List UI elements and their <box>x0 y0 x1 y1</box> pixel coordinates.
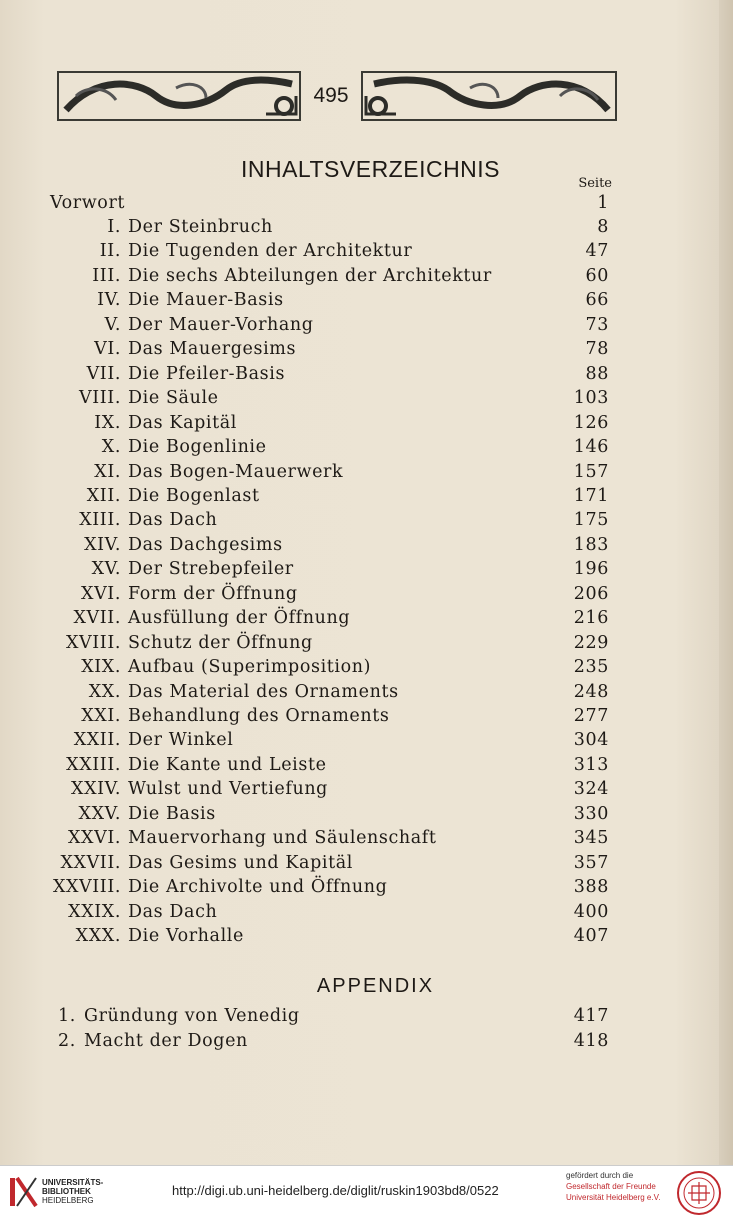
entry-title: Der Strebepfeiler <box>128 559 294 580</box>
library-name: UNIVERSITÄTS- BIBLIOTHEK HEIDELBERG <box>42 1178 104 1205</box>
entry-page: 175 <box>573 510 609 531</box>
toc-entry[interactable] <box>0 828 733 852</box>
entry-number: XVII. <box>73 608 121 629</box>
entry-title: Ausfüllung der Öffnung <box>128 608 351 629</box>
toc-entry[interactable] <box>0 926 733 950</box>
entry-number: XIII. <box>79 510 121 531</box>
entry-title: Die Basis <box>128 803 216 824</box>
toc-entry[interactable] <box>0 657 733 681</box>
entry-page: 126 <box>573 412 609 433</box>
university-library-logo-icon <box>8 1174 38 1210</box>
toc-entry[interactable] <box>0 804 733 828</box>
toc-entry[interactable] <box>0 510 733 534</box>
entry-number: XIX. <box>81 657 121 678</box>
entry-page: 229 <box>573 632 609 653</box>
entry-number: XXVIII. <box>52 877 121 898</box>
entry-title: Die sechs Abteilungen der Architektur <box>128 265 492 286</box>
entry-number: XVIII. <box>66 632 121 653</box>
toc-entry[interactable] <box>0 290 733 314</box>
entry-title: Vorwort <box>50 193 126 213</box>
entry-number: X. <box>101 437 121 458</box>
entry-title: Mauervorhang und Säulenschaft <box>128 828 437 849</box>
entry-number: XX. <box>88 681 121 702</box>
right-ornament-icon <box>360 66 618 126</box>
entry-page: 183 <box>573 534 609 555</box>
entry-title: Die Tugenden der Architektur <box>128 241 413 262</box>
toc-entry[interactable] <box>0 902 733 926</box>
entry-page: 357 <box>573 852 609 873</box>
entry-page: 235 <box>573 657 609 678</box>
toc-entry-vorwort[interactable] <box>0 193 733 217</box>
toc-entry[interactable] <box>0 217 733 241</box>
toc-entry[interactable] <box>0 535 733 559</box>
entry-title: Das Dachgesims <box>128 534 283 555</box>
permalink-url[interactable]: http://digi.ub.uni-heidelberg.de/diglit/ruskin1903bd8/0522 <box>172 1183 499 1198</box>
entry-number: I. <box>107 217 121 237</box>
entry-title: Gründung von Venedig <box>84 1006 300 1026</box>
entry-title: Die Kante und Leiste <box>128 754 327 775</box>
entry-page: 88 <box>585 363 609 384</box>
entry-title: Das Gesims und Kapitäl <box>128 852 353 873</box>
entry-page: 417 <box>573 1006 609 1026</box>
entry-number: XXII. <box>73 730 121 751</box>
toc-entry[interactable] <box>0 241 733 265</box>
entry-page: 157 <box>573 461 609 482</box>
entry-number: II. <box>99 241 121 262</box>
entry-page: 171 <box>573 485 609 506</box>
entry-number: VIII. <box>79 388 121 409</box>
page-number: 495 <box>313 84 349 107</box>
entry-page: 345 <box>573 828 609 849</box>
toc-entry[interactable] <box>0 413 733 437</box>
entry-title: Das Bogen-Mauerwerk <box>128 461 344 482</box>
entry-page: 47 <box>585 241 609 262</box>
entry-number: XXIV. <box>71 779 121 800</box>
entry-number: XIV. <box>84 534 121 555</box>
entry-page: 330 <box>573 803 609 824</box>
entry-number: 1. <box>58 1006 76 1026</box>
university-seal-icon <box>676 1170 722 1216</box>
toc-entry[interactable] <box>0 608 733 632</box>
entry-title: Form der Öffnung <box>128 583 298 604</box>
entry-page: 206 <box>573 583 609 604</box>
entry-title: Die Mauer-Basis <box>128 290 284 311</box>
entry-title: Schutz der Öffnung <box>128 632 313 653</box>
toc-entry[interactable] <box>0 388 733 412</box>
entry-page: 196 <box>573 559 609 580</box>
entry-title: Behandlung des Ornaments <box>128 706 390 726</box>
toc-entry[interactable] <box>0 682 733 706</box>
entry-page: 8 <box>597 217 609 237</box>
entry-number: 2. <box>58 1030 76 1051</box>
entry-title: Der Mauer-Vorhang <box>128 314 314 335</box>
entry-title: Das Mauergesims <box>128 339 297 360</box>
entry-number: XXIII. <box>66 754 121 775</box>
appendix-entry[interactable] <box>0 1006 733 1030</box>
toc-entry[interactable] <box>0 437 733 461</box>
toc-heading: INHALTSVERZEICHNIS <box>240 156 501 182</box>
entry-page: 407 <box>573 926 609 947</box>
entry-page: 1 <box>597 193 609 213</box>
entry-title: Aufbau (Superimposition) <box>128 657 372 678</box>
toc-entry[interactable] <box>0 584 733 608</box>
entry-page: 248 <box>573 681 609 702</box>
toc-entry[interactable] <box>0 779 733 803</box>
entry-number: V. <box>104 314 121 335</box>
toc-entry[interactable] <box>0 730 733 754</box>
toc-entry[interactable] <box>0 877 733 901</box>
toc-entry[interactable] <box>0 462 733 486</box>
entry-title: Die Archivolte und Öffnung <box>128 877 388 898</box>
entry-page: 78 <box>585 339 609 360</box>
entry-number: XVI. <box>81 583 121 604</box>
appendix-entry[interactable] <box>0 1031 733 1055</box>
toc-entry[interactable] <box>0 559 733 583</box>
entry-number: XXVI. <box>67 828 121 849</box>
entry-page: 60 <box>585 265 609 286</box>
sponsor-text: gefördert durch die Gesellschaft der Freunde Universität Heidelberg e.V. <box>566 1171 661 1202</box>
entry-number: XXV. <box>78 803 121 824</box>
entry-number: XXI. <box>81 706 121 726</box>
entry-number: XI. <box>94 461 121 482</box>
entry-title: Macht der Dogen <box>84 1030 248 1051</box>
toc-entry[interactable] <box>0 339 733 363</box>
page-column-label: Seite <box>578 176 612 191</box>
entry-number: IX. <box>94 412 121 433</box>
footer-bar <box>0 1165 733 1219</box>
toc-entry[interactable] <box>0 315 733 339</box>
entry-title: Das Dach <box>128 901 218 922</box>
entry-number: XV. <box>91 559 121 580</box>
entry-title: Die Vorhalle <box>128 926 244 947</box>
entry-page: 388 <box>573 877 609 898</box>
entry-page: 146 <box>573 437 609 458</box>
appendix-heading: APPENDIX <box>316 975 435 997</box>
entry-number: IV. <box>97 290 121 311</box>
entry-number: XXX. <box>75 926 121 947</box>
toc-entry[interactable] <box>0 364 733 388</box>
entry-page: 418 <box>573 1030 609 1051</box>
entry-page: 73 <box>585 314 609 335</box>
entry-page: 304 <box>573 730 609 751</box>
toc-entry[interactable] <box>0 266 733 290</box>
entry-title: Die Pfeiler-Basis <box>128 363 286 384</box>
entry-number: XII. <box>86 485 121 506</box>
entry-title: Der Steinbruch <box>128 217 273 237</box>
entry-page: 324 <box>573 779 609 800</box>
entry-title: Die Bogenlinie <box>128 437 267 458</box>
entry-title: Wulst und Vertiefung <box>128 779 328 800</box>
entry-title: Das Dach <box>128 510 218 531</box>
entry-page: 66 <box>585 290 609 311</box>
entry-title: Der Winkel <box>128 730 234 751</box>
entry-title: Die Säule <box>128 388 219 409</box>
entry-title: Das Material des Ornaments <box>128 681 399 702</box>
entry-title: Die Bogenlast <box>128 485 260 506</box>
entry-number: III. <box>92 265 121 286</box>
toc-entry[interactable] <box>0 633 733 657</box>
toc-entry[interactable] <box>0 755 733 779</box>
entry-number: VII. <box>86 363 121 384</box>
entry-number: VI. <box>94 339 121 360</box>
entry-number: XXIX. <box>68 901 121 922</box>
entry-number: XXVII. <box>60 852 121 873</box>
toc-entry[interactable] <box>0 486 733 510</box>
left-ornament-icon <box>56 66 302 126</box>
entry-page: 103 <box>573 388 609 409</box>
entry-page: 277 <box>573 706 609 726</box>
entry-page: 400 <box>573 901 609 922</box>
entry-page: 216 <box>573 608 609 629</box>
toc-entry[interactable] <box>0 853 733 877</box>
entry-page: 313 <box>573 754 609 775</box>
entry-title: Das Kapitäl <box>128 412 237 433</box>
toc-entry[interactable] <box>0 706 733 730</box>
